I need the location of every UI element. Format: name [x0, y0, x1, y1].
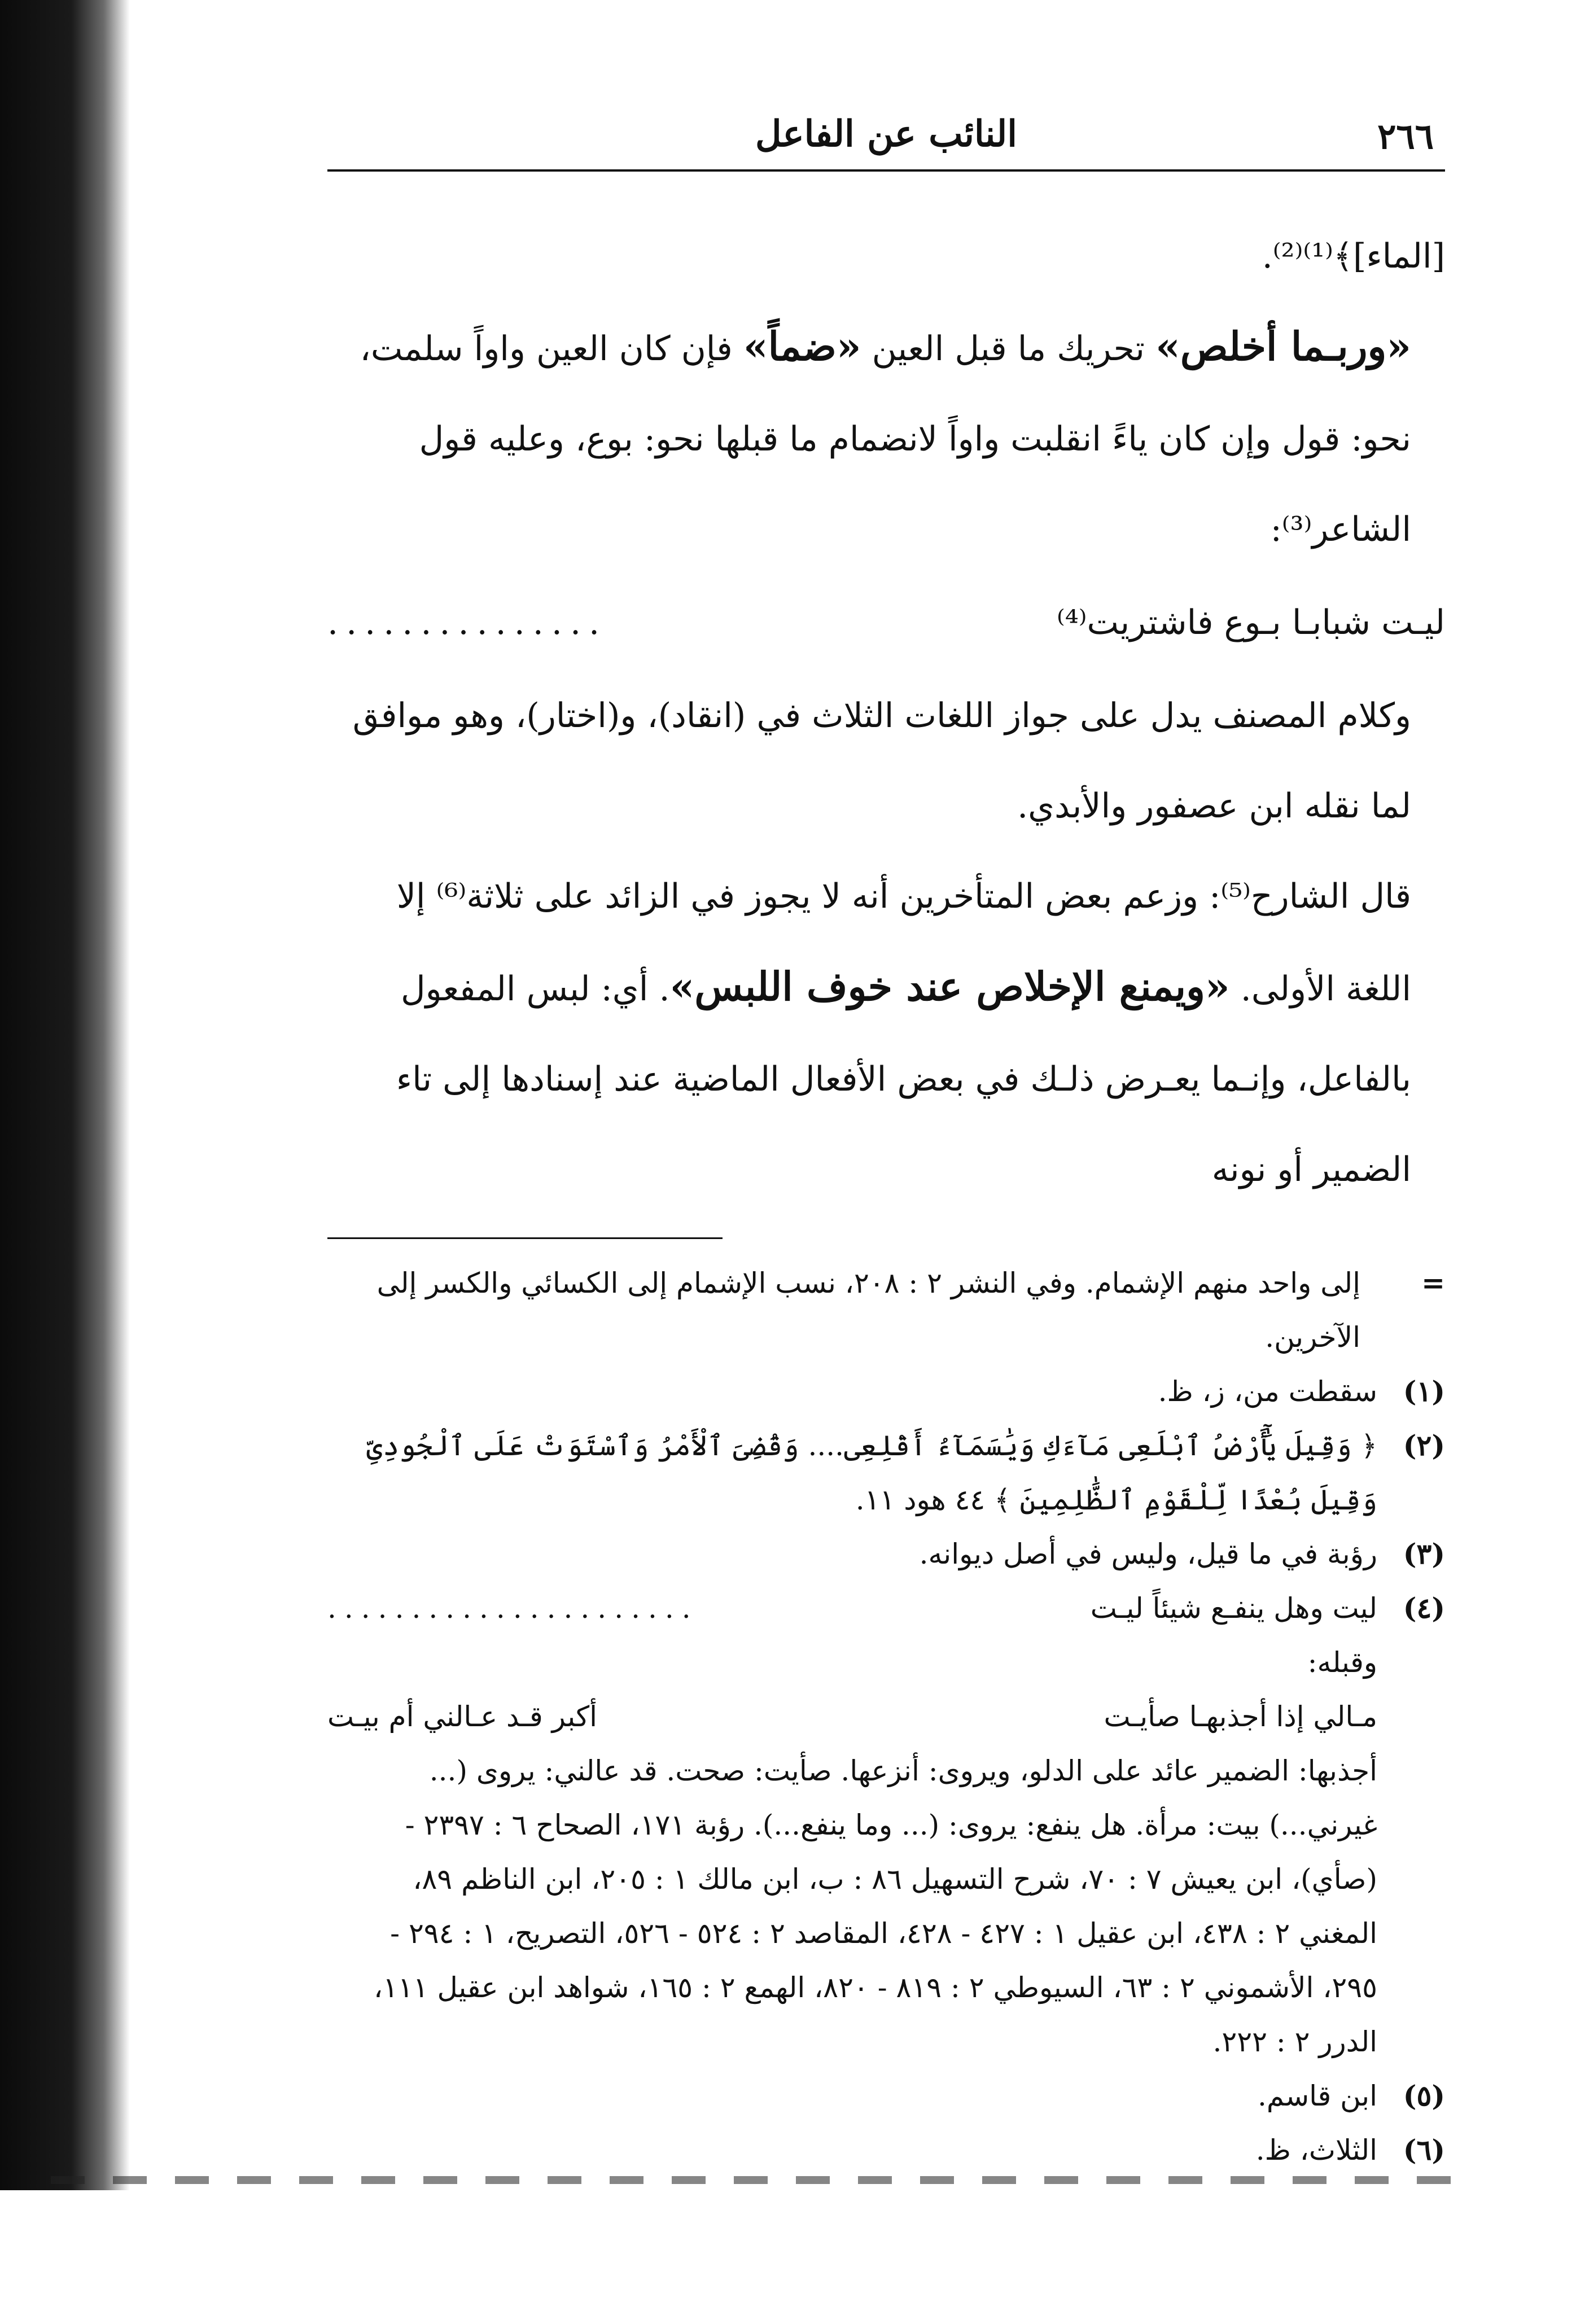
quoted-phrase: «ويمنع الإخلاص عند خوف اللبس»	[669, 963, 1230, 1010]
quoted-phrase: «وربـما أخلص»	[1155, 323, 1411, 370]
footnote-number: (٤)	[1403, 1591, 1445, 1625]
paragraph-2: وكلام المصنف يدل على جواز اللغات الثلاث في (انقاد)، و(اختار)، وهو موافق لما نقله ابن عصفور والأبدي.	[352, 696, 1411, 826]
footnote-verse-line	[327, 1690, 1377, 1744]
footnote-number: (٣)	[1403, 1537, 1445, 1570]
footnote-body	[327, 1581, 1377, 2069]
footnote-number: (٦)	[1403, 2133, 1445, 2167]
paragraph-text: تحريك ما قبل العين	[861, 329, 1156, 369]
scan-shadow-edge	[0, 0, 130, 2190]
footnote-item	[327, 2069, 1445, 2123]
footnote-text: أجذبها: الضمير عائد على الدلو، ويروى: أنزعها. صأيت: صحت. قد عالني: يروى (... غيرني...) بيت: مرأة. هل ينفع: يروى: (... وما ينفع...). رؤبة ١٧١، الصحاح ٦ : ٢٣٩٧ - (صأي)، ابن يعيش ٧ : ٧٠، شرح التسهيل ٨٦ : ب، ابن مالك ١ : ٢٠٥، ابن الناظم ٨٩، المغني ٢ : ٤٣٨، ابن عقيل ١ : ٤٢٧ - ٤٢٨، المقاصد ٢ : ٥٢٤ - ٥٢٦، التصريح، ١ : ٢٩٤ - ٢٩٥، الأشموني ٢ : ٦٣، السيوطي ٢ : ٨١٩ - ٨٢٠، الهمع ٢ : ١٦٥، شواهد ابن عقيل ١١١، الدرر ٢ : ٢٢٢.	[373, 1754, 1377, 2058]
footnote-item	[327, 1364, 1445, 1419]
verse-ellipsis: ......................	[327, 1592, 699, 1625]
poetry-verse	[327, 575, 1445, 671]
footnote-text: سقطت من، ز، ظ.	[1158, 1375, 1377, 1408]
verse-hemistich: مـالي إذا أجذبهـا صأيـت	[1104, 1700, 1377, 1733]
verse-ellipsis: ...............	[327, 603, 608, 642]
continued-line: [الماء]﴾⁽¹⁾⁽²⁾.	[1262, 237, 1445, 276]
continuation-mark: =	[1421, 1266, 1445, 1299]
footnote-verse-line	[327, 1581, 1377, 1635]
paragraph-text: فإن كان العين واواً سلمت، نحو: قول وإن كان ياءً انقلبت واواً لانضمام ما قبلها نحو: بوع، وعليه قول الشاعر⁽³⁾:	[360, 329, 1411, 549]
footnote-text: إلى واحد منهم الإشمام. وفي النشر ٢ : ٢٠٨، نسب الإشمام إلى الكسائي والكسر إلى الآخرين.	[377, 1267, 1360, 1354]
footnote-number: (١)	[1403, 1375, 1445, 1408]
paragraph-3	[327, 851, 1445, 1215]
footnote-text: ﴿ وَقِيلَ يَٰٓأَرْضُ ٱبْلَعِى مَآءَكِ وَيَٰسَمَآءُ أَقْلِعِى.... وَقُضِىَ ٱلْأَمْرُ وَٱسْتَوَتْ عَلَى ٱلْجُودِىِّ وَقِيلَ بُعْدًا لِّلْقَوْمِ ٱلظَّٰلِمِينَ ﴾ ٤٤ هود ١١.	[366, 1429, 1377, 1516]
book-page	[327, 96, 1445, 2196]
page-number: ٢٦٦	[1377, 116, 1434, 157]
footnote-number: (٥)	[1403, 2079, 1445, 2112]
verse-hemistich: ليـت شبابـا بـوع فاشتريت⁽⁴⁾	[1056, 603, 1445, 642]
quoted-phrase: «ضماً»	[743, 323, 861, 370]
verse-hemistich: أكبر قـد عـالني أم بيـت	[327, 1700, 598, 1733]
footnote-item	[327, 1419, 1445, 1527]
footnote-item	[327, 1581, 1445, 2069]
footnote-number: (٢)	[1403, 1429, 1445, 1462]
main-text	[327, 211, 1445, 1215]
footnote-text: وقبله:	[1307, 1646, 1377, 1679]
footnote-text: ابن قاسم.	[1258, 2080, 1377, 2112]
running-title: النائب عن الفاعل	[755, 113, 1018, 155]
footnote-continuation	[327, 1256, 1445, 1364]
paragraph-1	[327, 301, 1445, 575]
running-header	[327, 96, 1445, 172]
footnote-text: رؤبة في ما قيل، وليس في أصل ديوانه.	[919, 1538, 1377, 1570]
footnotes	[327, 1256, 1445, 2177]
paragraph-text: . أي: لبس المفعول بالفاعل، وإنـما يعـرض ذلـك في بعض الأفعال الماضية عند إسنادها إلى تاء الضمير أو نونه	[396, 969, 1411, 1189]
footnote-item	[327, 1527, 1445, 1581]
footnote-verse: ليت وهل ينفـع شيئاً ليـت	[1090, 1592, 1377, 1625]
footnote-item	[327, 2123, 1445, 2177]
footnote-text: الثلاث، ظ.	[1255, 2134, 1377, 2167]
footnote-separator	[327, 1237, 723, 1239]
paragraph-text: قال الشارح⁽⁵⁾: وزعم بعض المتأخرين أنه لا يجوز في الزائد على ثلاثة⁽⁶⁾ إلا اللغة الأولى.	[396, 877, 1411, 1009]
